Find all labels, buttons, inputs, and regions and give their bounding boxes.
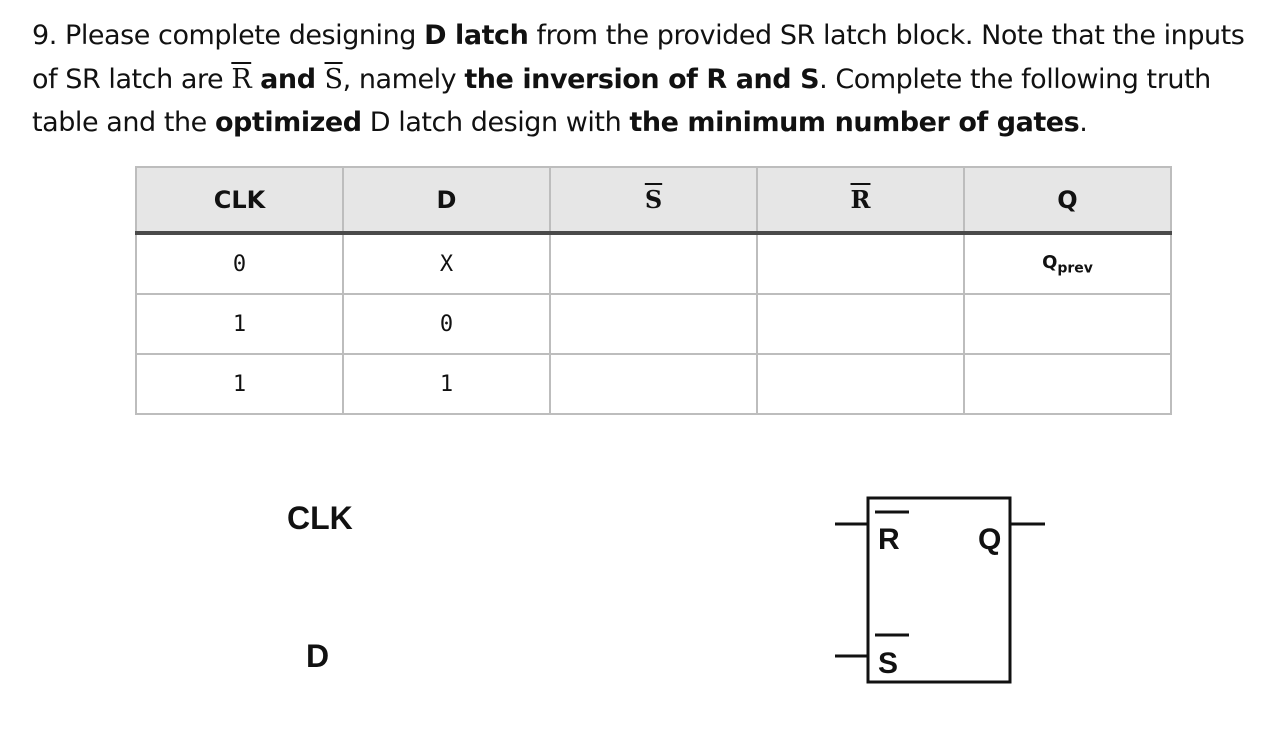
cell-s-bar[interactable]	[550, 233, 757, 294]
q-prev-main: Q	[1042, 251, 1058, 273]
cell-q[interactable]	[964, 294, 1171, 354]
table-header-row	[136, 167, 1171, 233]
r-bar-port-label: R	[878, 523, 900, 556]
cell-clk: 1	[136, 294, 343, 354]
table-row	[136, 294, 1171, 354]
cell-d: X	[343, 233, 550, 294]
cell-clk: 0	[136, 233, 343, 294]
cell-r-bar[interactable]	[757, 233, 964, 294]
r-bar-symbol: $\overline{R}$	[231, 63, 252, 95]
question-text-5: D latch design with	[361, 107, 630, 138]
question-bold-4: optimized	[214, 107, 362, 138]
header-q: Q	[964, 167, 1171, 233]
question-bold-1: D latch	[424, 20, 529, 51]
q-port-label: Q	[978, 523, 1002, 556]
table-row	[136, 233, 1171, 294]
cell-q[interactable]	[964, 354, 1171, 414]
cell-r-bar[interactable]	[757, 294, 964, 354]
cell-s-bar[interactable]	[550, 294, 757, 354]
question-text-4: . Complete the following truth table and the	[32, 63, 1211, 138]
question-text	[32, 14, 1257, 145]
question-text-2: from the provided SR latch block. Note that the inputs of SR latch are	[32, 20, 1245, 95]
s-bar-port-label: S	[878, 647, 899, 680]
question-bold-3: the inversion of R and S	[464, 63, 820, 95]
cell-s-bar[interactable]	[550, 354, 757, 414]
cell-d: 1	[343, 354, 550, 414]
s-bar-symbol: $\overline{S}$	[324, 63, 343, 95]
cell-r-bar[interactable]	[757, 354, 964, 414]
table-row	[136, 354, 1171, 414]
header-s-bar-label: $\overline{S}$	[644, 185, 663, 214]
header-d: D	[343, 167, 550, 233]
question-text-3: , namely	[342, 63, 465, 95]
cell-q	[964, 233, 1171, 294]
header-clk: CLK	[136, 167, 343, 233]
question-bold-2: and	[251, 63, 325, 95]
question-bold-5: the minimum number of gates	[629, 107, 1080, 138]
header-r-bar	[757, 167, 964, 233]
cell-clk: 1	[136, 354, 343, 414]
d-input-label: D	[306, 638, 330, 674]
truth-table	[135, 166, 1172, 415]
q-prev-sub: prev	[1057, 260, 1093, 277]
sr-latch-block	[835, 490, 1055, 690]
cell-d: 0	[343, 294, 550, 354]
question-text-6: .	[1079, 107, 1088, 138]
question-text-1: 9. Please complete designing	[32, 20, 425, 51]
header-s-bar	[550, 167, 757, 233]
clk-input-label: CLK	[287, 500, 353, 536]
header-r-bar-label: $\overline{R}$	[850, 185, 871, 214]
